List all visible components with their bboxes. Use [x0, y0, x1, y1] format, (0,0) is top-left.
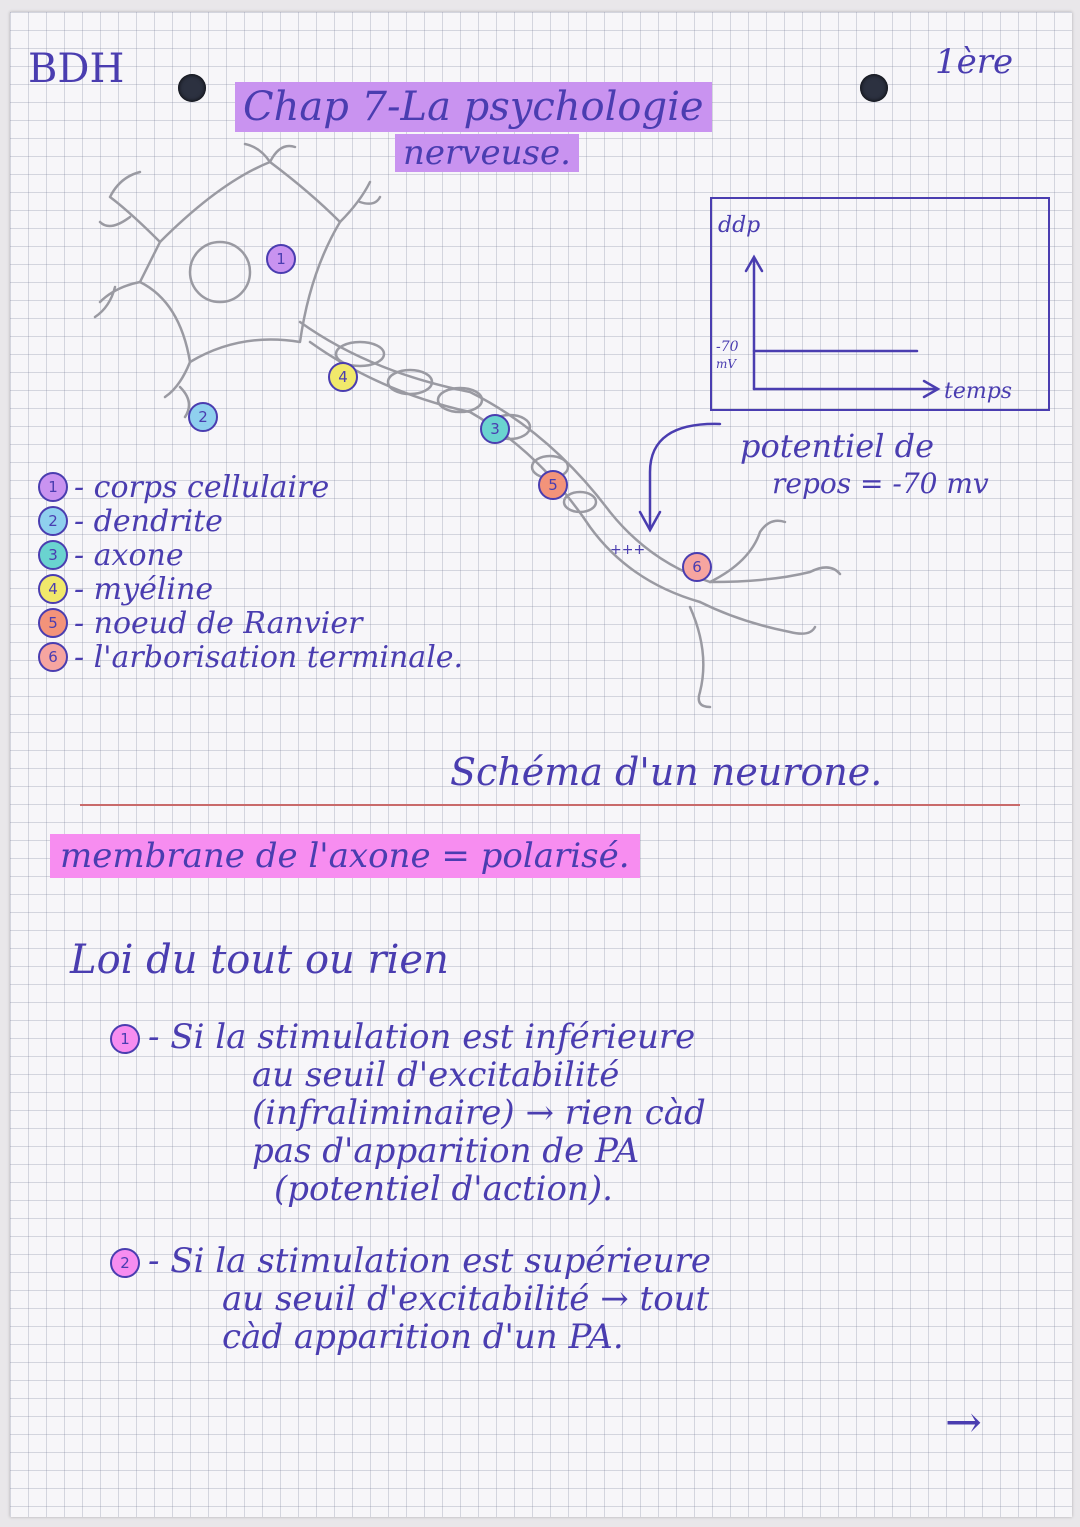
binder-hole-right — [860, 74, 888, 102]
badge-dendrite: 2 — [188, 402, 218, 432]
legend-num: 4 — [38, 574, 68, 604]
graph-tick-unit: mV — [716, 357, 737, 371]
legend-label: - myéline — [74, 571, 214, 607]
rule2-line: au seuil d'excitabilité → tout — [222, 1279, 710, 1319]
rule2-text — [148, 1242, 711, 1356]
binder-hole-left — [178, 74, 206, 102]
legend-label: - noeud de Ranvier — [74, 605, 363, 641]
rule2-line: - Si la stimulation est supérieure — [148, 1241, 711, 1281]
legend-item — [38, 504, 463, 538]
legend-item — [38, 606, 463, 640]
legend-num: 5 — [38, 608, 68, 638]
diagram-legend — [38, 470, 463, 674]
legend-item — [38, 572, 463, 606]
legend-label: - l'arborisation terminale. — [74, 639, 464, 675]
law-title: Loi du tout ou rien — [70, 937, 449, 983]
badge-axon: 3 — [480, 414, 510, 444]
legend-item — [38, 470, 463, 504]
legend-item — [38, 538, 463, 572]
badge-ranvier-node: 5 — [538, 470, 568, 500]
graph-xlabel: temps — [944, 379, 1013, 404]
rule2-num: 2 — [110, 1248, 140, 1278]
graph-note-line2: repos = -70 mv — [772, 467, 989, 500]
rule1-line: - Si la stimulation est inférieure — [148, 1017, 696, 1057]
pointer-arrow — [620, 412, 740, 542]
legend-label: - corps cellulaire — [74, 469, 330, 505]
graph-tick-value: -70 — [716, 339, 739, 355]
potential-graph — [710, 197, 1050, 411]
rule1-num: 1 — [110, 1024, 140, 1054]
rule2-line: càd apparition d'un PA. — [222, 1317, 624, 1357]
graph-axes — [712, 199, 1048, 409]
class-level: 1ère — [935, 42, 1014, 82]
badge-cell-body: 1 — [266, 244, 296, 274]
header-tag: BDH — [28, 46, 125, 92]
rule1-text — [148, 1018, 706, 1208]
membrane-statement: membrane de l'axone = polarisé. — [50, 834, 640, 878]
page-title-line2: nerveuse. — [395, 134, 579, 172]
rule1-line: (potentiel d'action). — [274, 1169, 613, 1209]
rule1-line: pas d'apparition de PA — [252, 1131, 640, 1171]
section-divider — [80, 804, 1020, 806]
graph-note-line1: potentiel de — [740, 427, 935, 465]
legend-item — [38, 640, 463, 674]
badge-myelin: 4 — [328, 362, 358, 392]
legend-label: - dendrite — [74, 503, 223, 539]
badge-terminal: 6 — [682, 552, 712, 582]
legend-num: 2 — [38, 506, 68, 536]
rule1-line: (infraliminaire) → rien càd — [252, 1093, 706, 1133]
legend-num: 6 — [38, 642, 68, 672]
legend-num: 1 — [38, 472, 68, 502]
notebook-page — [10, 12, 1072, 1517]
rule1-line: au seuil d'excitabilité — [252, 1055, 620, 1095]
legend-num: 3 — [38, 540, 68, 570]
page-title: Chap 7-La psychologie — [235, 82, 712, 132]
charge-marks: +++ — [610, 542, 646, 558]
legend-label: - axone — [74, 537, 184, 573]
diagram-caption: Schéma d'un neurone. — [450, 750, 883, 794]
next-page-arrow: → — [945, 1397, 982, 1448]
graph-ylabel: ddp — [718, 213, 761, 238]
